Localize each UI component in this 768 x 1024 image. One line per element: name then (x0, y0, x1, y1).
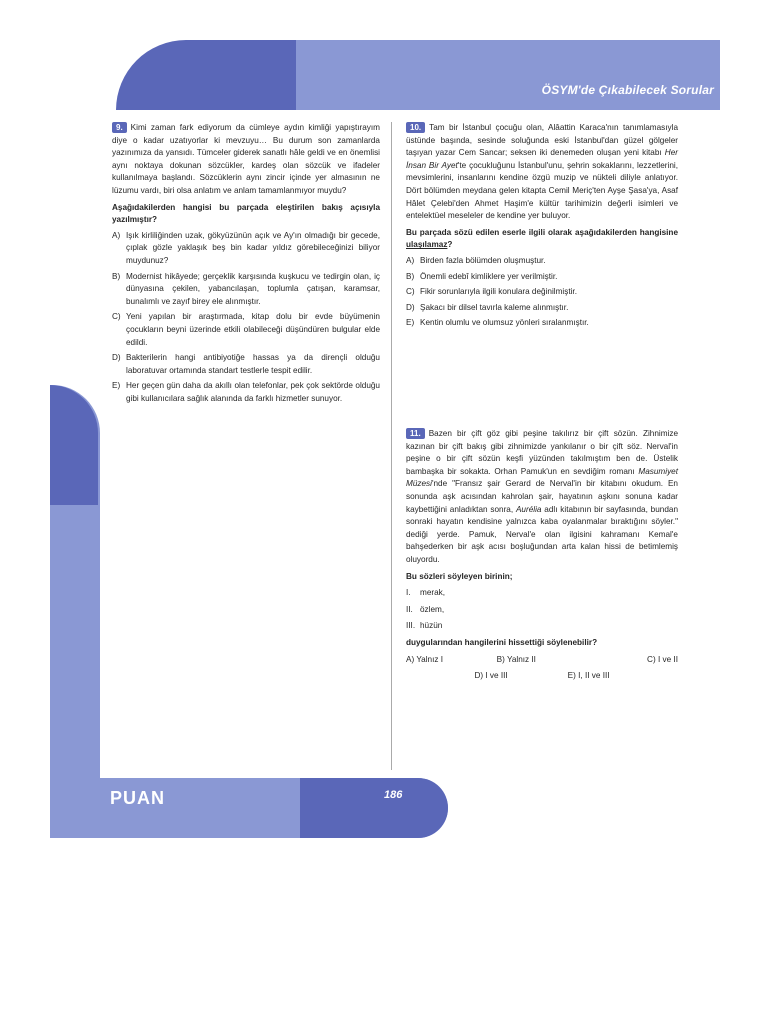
option-text: Bakterilerin hangi antibiyotiğe hassas ya da dirençli olduğu laboratuvar ortamında standart testlerle tespit edilir. (126, 353, 380, 375)
footer-band-dark (300, 778, 448, 838)
question-10-passage (406, 122, 678, 223)
option-text: Yalnız I (416, 654, 444, 664)
question-11-option-a[interactable] (406, 654, 497, 667)
question-10-option-b[interactable] (406, 271, 678, 284)
question-10-book-title: Her İnsan Bir Ayet (406, 148, 678, 170)
option-label: C) (112, 312, 121, 322)
question-11-book-title-2: Aurélia (515, 504, 542, 514)
column-divider (391, 122, 392, 770)
option-text: Fikir sorunlarıyla ilgili konulara değinilmiştir. (420, 287, 577, 297)
option-label: D) (474, 671, 484, 681)
question-11-option-b[interactable] (497, 654, 588, 667)
question-9-option-d[interactable] (112, 352, 380, 377)
option-text: Işık kirliliğinden uzak, gökyüzünün açık ve Ay'ın olmadığı bir gecede, çıplak gözle yaklaşık beş bin kadar yıldız görebileceğinizi biliyor muydunuz? (126, 230, 380, 265)
item-text: özlem, (420, 604, 445, 614)
question-11-options (406, 654, 678, 683)
question-10-stem-text: Bu parçada sözü edilen eserle ilgili olarak aşağıdakilerden hangisine (406, 227, 678, 237)
question-9-option-e[interactable] (112, 380, 380, 405)
question-11-item-ii (406, 604, 678, 617)
question-9-option-b[interactable] (112, 271, 380, 309)
question-11-option-c[interactable] (587, 654, 678, 667)
option-label: E) (567, 671, 576, 681)
option-text: Yeni yapılan bir araştırmada, kitap dolu bir evde büyümenin çocukların beyni üzerinde etkili olabileceği düşündüren bulgular elde edildi. (126, 312, 380, 347)
question-11-item-i (406, 587, 678, 600)
option-text: Yalnız II (506, 654, 536, 664)
question-9-number: 9. (112, 122, 127, 133)
question-10-stem-underlined: ulaşılamaz (406, 240, 448, 250)
question-11-options-row-2 (406, 670, 678, 683)
question-10-option-d[interactable] (406, 302, 678, 315)
header-title: ÖSYM'de Çıkabilecek Sorular (541, 83, 714, 97)
question-9 (112, 122, 380, 408)
question-10-number: 10. (406, 122, 425, 133)
question-10-text-1: Tam bir İstanbul çocuğu olan, Alâattin Karaca'nın tanımlamasıyla üstünde başında, sesinde soluğunda eski İstanbul'dan güzel gölgeler taşıyan yazar Cem Sancar; seksen iki denemeden oluşan yeni kitabı (406, 123, 678, 158)
side-strip-dark (50, 385, 98, 505)
item-label: III. (406, 621, 416, 631)
question-11-text-2: 'nde "Fransız şair Gerard de Nerval'in bir kitabını okudum. En sonunda aşk acısından kahrolan şair, hayatının aşkını sonuna kadar kaybettiğini anladıktan sonra, (406, 479, 678, 514)
question-10-option-a[interactable] (406, 255, 678, 268)
option-text: I ve III (485, 671, 508, 681)
question-9-stem: Aşağıdakilerden hangisi bu parçada eleştirilen bakış açısıyla yazılmıştır? (112, 202, 380, 225)
question-11-stem-2: duygularından hangilerini hissettiği söylenebilir? (406, 637, 598, 647)
question-10-stem-end: ? (447, 240, 453, 250)
option-label: D) (406, 302, 415, 312)
item-text: merak, (420, 588, 446, 598)
question-10-text-2: 'te çocukluğunu İstanbul'unu, şehrin sokaklarını, lezzetlerini, mevsimlerini, insanlarını kendine özgü muzip ve nükteli diliyle anlatıyor. Dört bölümden meydana gelen kitapta Cemil Meriç'ten Ayşe Şasa'ya, Asaf Hâlet Çelebi'den Ahmet Haşim'e kültür tarihimizin değerli isimleri ve entelektüel meseleler de kendine yer buluyor. (406, 160, 678, 221)
question-11-option-d[interactable] (474, 670, 507, 683)
question-11-text-3: adlı kitabının bir sayfasında, bundan sonraki hayatın kendisine yalnızca kaba oyalanmalar bıraktığını söyler." dediği yerde. Pamuk, Nerval'e olan ilgisini kahramanı Kemal'e bahşederken bir aşk acısı boşluğundan arta kalan hissi de betimlemiş oluyordu. (406, 504, 679, 564)
question-11-number: 11. (406, 428, 425, 439)
footer-brand: PUAN (110, 788, 166, 808)
option-text: I, II ve III (578, 671, 610, 681)
header-band-dark (116, 40, 296, 110)
question-10-stem (406, 227, 678, 252)
question-11 (406, 428, 678, 683)
option-text: Önemli edebî kimliklere yer verilmiştir. (420, 271, 558, 281)
page-number: 186 (384, 789, 403, 801)
option-label: E) (406, 318, 415, 328)
question-11-stem-1: Bu sözleri söyleyen birinin; (406, 571, 513, 581)
question-11-book-title-1: Masumiyet Müzesi (406, 466, 678, 489)
option-label: A) (406, 654, 415, 664)
question-9-option-a[interactable] (112, 230, 380, 268)
option-text: Her geçen gün daha da akıllı olan telefonlar, pek çok sektörde olduğu gibi kullanıcılara sağlık alanında da farklı hizmetler sunuyor. (126, 381, 380, 403)
question-11-text-1: Bazen bir çift göz gibi peşine takılırız bir çift sözün. Zihnimize kazınan bir çift bakış gibi zihnimizde yankılanır o bir çift söz. Nerval'in peşine o bir çift sözün keşfi yüzünden takılmıştım ben de. Üstelik bambaşka bir sokakta. Orhan Pamuk'un en sevdiğim romanı (406, 429, 678, 476)
option-label: E) (112, 381, 121, 391)
option-label: B) (406, 271, 415, 281)
option-label: B) (112, 271, 121, 281)
option-text: Modernist hikâyede; gerçeklik karşısında kuşkucu ve tedirgin olan, iç dünyasına çekilen, yabancılaşan, toplumla çatışan, karamsar, bunalımlı ve zayıf birey ele alınmıştır. (126, 271, 380, 306)
option-label: D) (112, 353, 121, 363)
question-10 (406, 122, 678, 333)
item-text: hüzün (420, 621, 443, 631)
question-11-item-iii (406, 620, 678, 633)
option-label: A) (406, 255, 415, 265)
option-label: A) (112, 230, 121, 240)
option-text: Kentin olumlu ve olumsuz yönleri sıralanmıştır. (420, 318, 589, 328)
question-10-option-c[interactable] (406, 286, 678, 299)
question-11-option-e[interactable] (568, 670, 610, 683)
header-band-light (226, 40, 720, 110)
option-label: B) (496, 654, 505, 664)
question-9-passage (112, 122, 380, 198)
question-9-text: Kimi zaman fark ediyorum da cümleye aydın kimliği yapıştırayım diye o kadar uzatıyorlar ki mevzuyu… Bu durum son zamanlarda yazınımıza da yansıdı. Tümceler giderek sanatlı hâle geldi ve en önemlisi aynı noktaya dokunan sözcükler, kardeş olan sözcük ve ifadeler kullanılmaya başlandı. Sözcüklerin aynı zincir içinde yer almasının ne lüzumu vardı, biri olsa anlatım ve anlam tamamlanmıyor muydu? (112, 123, 380, 195)
option-text: I ve II (657, 654, 678, 664)
option-label: C) (406, 287, 415, 297)
item-label: II. (406, 604, 413, 614)
question-10-option-e[interactable] (406, 317, 678, 330)
option-label: C) (647, 654, 656, 664)
question-11-passage (406, 428, 678, 567)
question-9-option-c[interactable] (112, 311, 380, 349)
option-text: Şakacı bir dilsel tavırla kaleme alınmıştır. (420, 302, 569, 312)
option-text: Birden fazla bölümden oluşmuştur. (420, 255, 546, 265)
item-label: I. (406, 588, 411, 598)
